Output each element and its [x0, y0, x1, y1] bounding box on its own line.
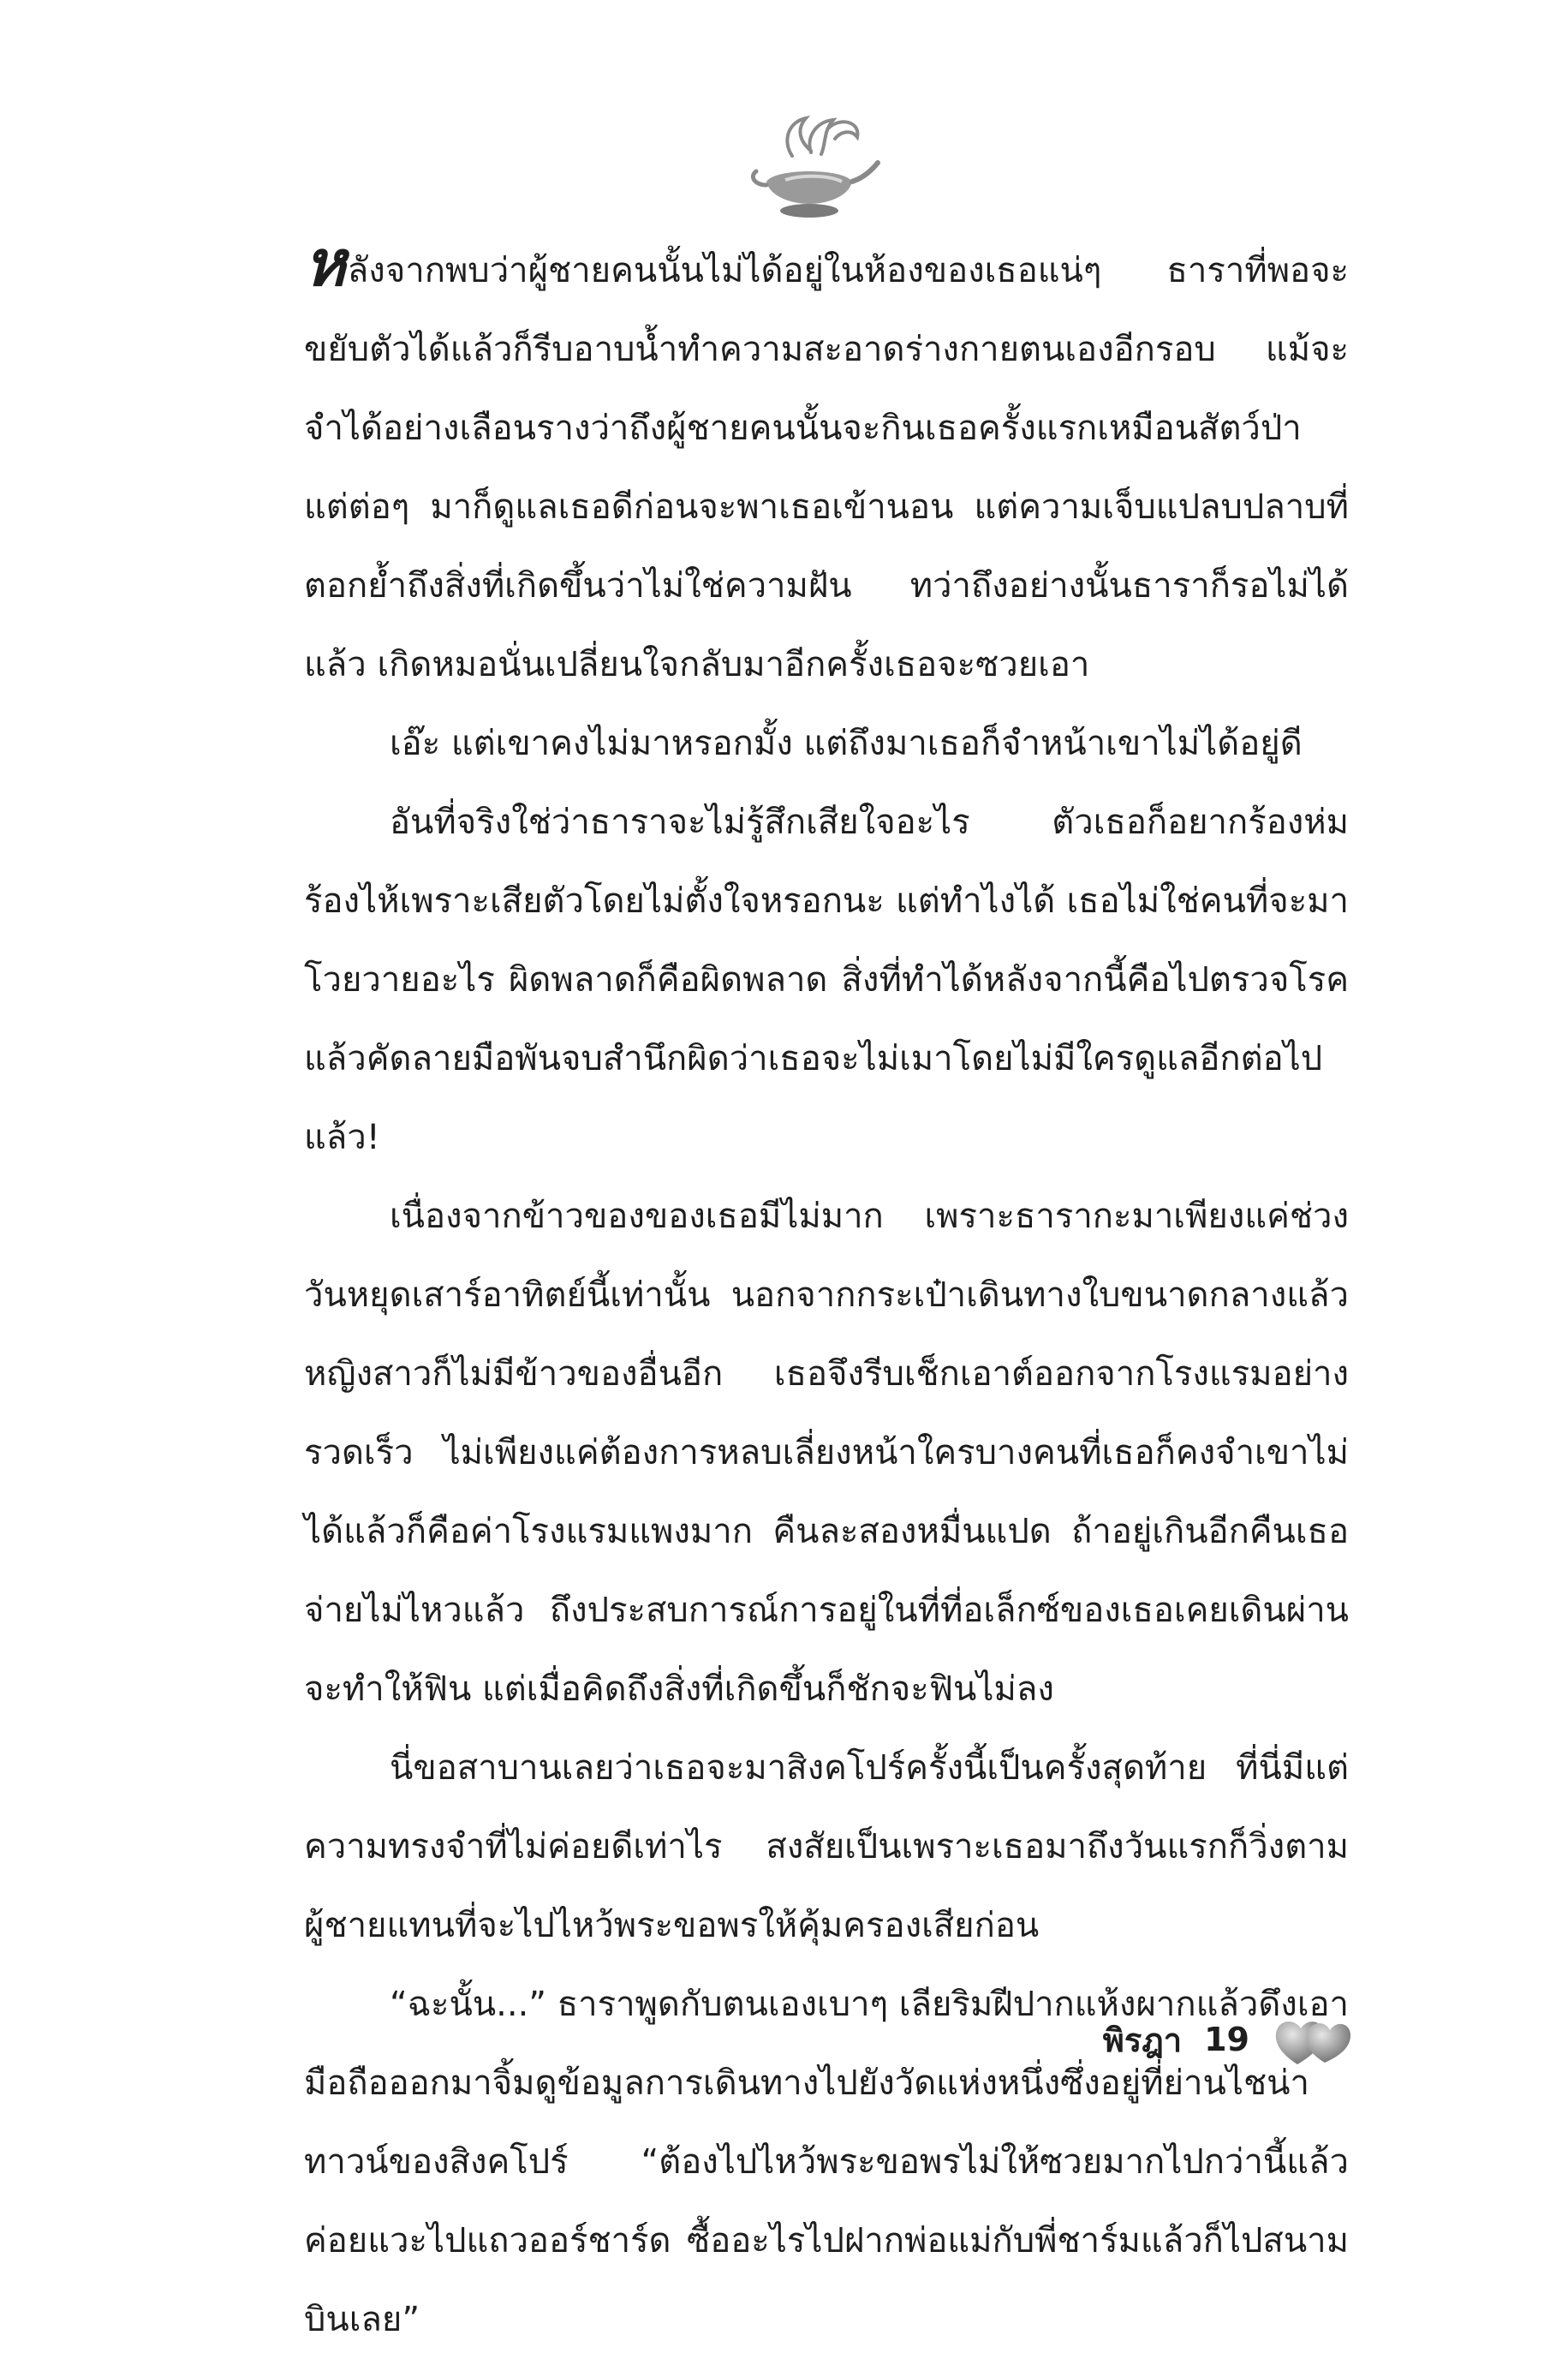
- lamp-ornament-icon: [732, 103, 886, 231]
- paragraph-1-text: ลังจากพบว่าผู้ชายคนนั้นไม่ได้อยู่ในห้องของเธอแน่ๆ ธาราที่พอจะขยับตัวได้แล้วก็รีบอาบน้ำทำความสะอาดร่างกายตนเองอีกรอบ แม้จะจำได้อย่างเลือนรางว่าถึงผู้ชายคนนั้นจะกินเธอครั้งแรกเหมือนสัตว์ป่า แต่ต่อๆ มาก็ดูแลเธอดีก่อนจะพาเธอเข้านอน แต่ความเจ็บแปลบปลาบที่ตอกย้ำถึงสิ่งที่เกิดขึ้นว่าไม่ใช่ความฝัน ทว่าถึงอย่างนั้นธาราก็รอไม่ได้แล้ว เกิดหมอนั่นเปลี่ยนใจกลับมาอีกครั้งเธอจะซวยเอา: [304, 251, 1349, 684]
- footer-author: พิรฎา: [1102, 2021, 1183, 2059]
- paragraph-3: อันที่จริงใช่ว่าธาราจะไม่รู้สึกเสียใจอะไร ตัวเธอก็อยากร้องห่มร้องไห้เพราะเสียตัวโดยไม่ตั้งใจหรอกนะ แต่ทำไงได้ เธอไม่ใช่คนที่จะมาโวยวายอะไร ผิดพลาดก็คือผิดพลาด สิ่งที่ทำได้หลังจากนี้คือไปตรวจโรค แล้วคัดลายมือพันจบสำนึกผิดว่าเธอจะไม่เมาโดยไม่มีใครดูแลอีกต่อไปแล้ว!: [304, 803, 1349, 1157]
- page-number: 19: [1204, 2021, 1249, 2058]
- paragraph-6: “ฉะนั้น...” ธาราพูดกับตนเองเบาๆ เลียริมฝีปากแห้งผากแล้วดึงเอามือถือออกมาจิ้มดูข้อมูลการเดินทางไปยังวัดแห่งหนึ่งซึ่งอยู่ที่ย่านไชน่าทาวน์ของสิงคโปร์ “ต้องไปไหว้พระขอพรไม่ให้ซวยมากไปกว่านี้แล้วค่อยแวะไปแถวออร์ชาร์ด ซื้ออะไรไปฝากพ่อแม่กับพี่ชาร์มแล้วก็ไปสนามบินเลย”: [304, 1985, 1349, 2339]
- paragraph-5: นี่ขอสาบานเลยว่าเธอจะมาสิงคโปร์ครั้งนี้เป็นครั้งสุดท้าย ที่นี่มีแต่ความทรงจำที่ไม่ค่อยดีเท่าไร สงสัยเป็นเพราะเธอมาถึงวันแรกก็วิ่งตามผู้ชายแทนที่จะไปไหว้พระขอพรให้คุ้มครองเสียก่อน: [304, 1748, 1349, 1945]
- drop-cap-letter: ห: [304, 227, 346, 301]
- paragraph-2: เอ๊ะ แต่เขาคงไม่มาหรอกมั้ง แต่ถึงมาเธอก็จำหน้าเขาไม่ได้อยู่ดี: [390, 724, 1303, 763]
- paragraph-4: เนื่องจากข้าวของของเธอมีไม่มาก เพราะธารากะมาเพียงแค่ช่วงวันหยุดเสาร์อาทิตย์นี้เท่านั้น นอกจากกระเป๋าเดินทางใบขนาดกลางแล้วหญิงสาวก็ไม่มีข้าวของอื่นอีก เธอจึงรีบเช็กเอาต์ออกจากโรงแรมอย่างรวดเร็ว ไม่เพียงแค่ต้องการหลบเลี่ยงหน้าใครบางคนที่เธอก็คงจำเขาไม่ได้แล้วก็คือค่าโรงแรมแพงมาก คืนละสองหมื่นแปด ถ้าอยู่เกินอีกคืนเธอจ่ายไม่ไหวแล้ว ถึงประสบการณ์การอยู่ในที่ที่อเล็กซ์ของเธอเคยเดินผ่านจะทำให้ฟิน แต่เมื่อคิดถึงสิ่งที่เกิดขึ้นก็ชักจะฟินไม่ลง: [304, 1197, 1349, 1709]
- heart-icon: [1272, 2011, 1354, 2068]
- paragraph-1: [304, 227, 1349, 704]
- page-footer: [1103, 2011, 1354, 2068]
